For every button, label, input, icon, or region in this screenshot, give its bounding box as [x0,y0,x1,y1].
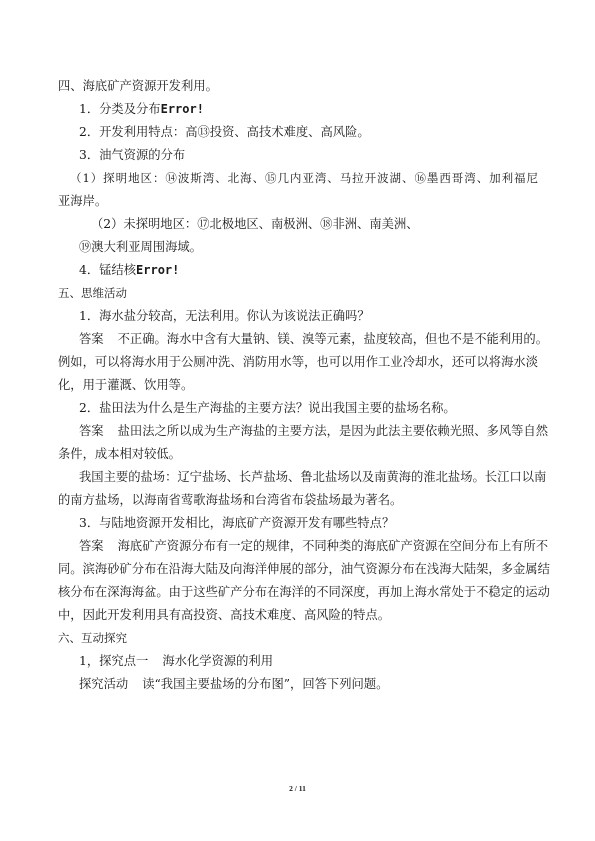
item-manganese: 4．锰结核Error! [79,263,180,277]
answer-3-line4: 中，因此开发利用具有高投资、高技术难度、高风险的特点。 [58,608,391,622]
error-field: Error! [136,263,180,277]
salt-fields-line2: 的南方盐场，以海南省莺歌海盐场和台湾省布袋盐场最为著名。 [58,493,403,507]
item-classification: 1．分类及分布Error! [79,102,204,116]
question-3: 3．与陆地资源开发相比，海底矿产资源开发有哪些特点？ [79,516,395,530]
unexplored-areas-line1: （2）未探明地区：⑰北极地区、南极洲、⑱非洲、南美洲、 [91,217,419,231]
section-heading-5: 五、思维活动 [58,286,127,300]
question-1: 1．海水盐分较高，无法利用。你认为该说法正确吗？ [79,309,370,323]
salt-fields-line1: 我国主要的盐场：辽宁盐场、长芦盐场、鲁北盐场以及南黄海的淮北盐场。长江口以南 [79,470,547,484]
answer-label: 答案 [79,424,104,438]
answer-1-line1: 答案 不正确。海水中含有大量钠、镁、溴等元素，盐度较高，但也不是不能利用的。 [79,332,549,346]
answer-3-line1: 答案 海底矿产资源分布有一定的规律，不同种类的海底矿产资源在空间分布上有所不 [79,539,549,553]
answer-1-line3: 化，用于灌溉、饮用等。 [58,378,194,392]
answer-3-line3: 核分布在深海海盆。由于这些矿产分布在海洋的不同深度，再加上海水常处于不稳定的运动 [58,585,550,599]
explored-areas-line1: （1）探明地区：⑭波斯湾、北海、⑮几内亚湾、马拉开波湖、⑯墨西哥湾、加利福尼 [70,171,538,185]
inquiry-point-1: 1，探究点一 海水化学资源的利用 [79,654,273,668]
item-oil-gas: 3．油气资源的分布 [79,148,186,162]
error-field: Error! [160,102,204,116]
page-number: 2 / 11 [289,784,306,793]
answer-1-line2: 例如，可以将海水用于公厕冲洗、消防用水等，也可以用作工业冷却水，还可以将海水淡 [58,355,538,369]
explored-areas-line2: 亚海岸。 [58,194,108,208]
item-features: 2．开发利用特点：高⑬投资、高技术难度、高风险。 [79,125,370,139]
question-2: 2．盐田法为什么是生产海盐的主要方法？说出我国主要的盐场名称。 [79,401,456,415]
answer-2-line1: 答案 盐田法之所以成为生产海盐的主要方法，是因为此法主要依赖光照、多风等自然 [79,424,549,438]
answer-label: 答案 [79,539,104,553]
section-heading-4: 四、海底矿产资源开发利用。 [58,79,218,93]
answer-3-line2: 同。滨海砂矿分布在沿海大陆及向海洋伸展的部分，油气资源分布在浅海大陆架，多金属结 [58,562,550,576]
unexplored-areas-line2: ⑲澳大利亚周围海域。 [79,240,202,254]
answer-2-line2: 条件，成本相对较低。 [58,447,181,461]
inquiry-activity: 探究活动 读“我国主要盐场的分布图”，回答下列问题。 [79,677,389,691]
answer-label: 答案 [79,332,104,346]
section-heading-6: 六、互动探究 [58,631,127,645]
